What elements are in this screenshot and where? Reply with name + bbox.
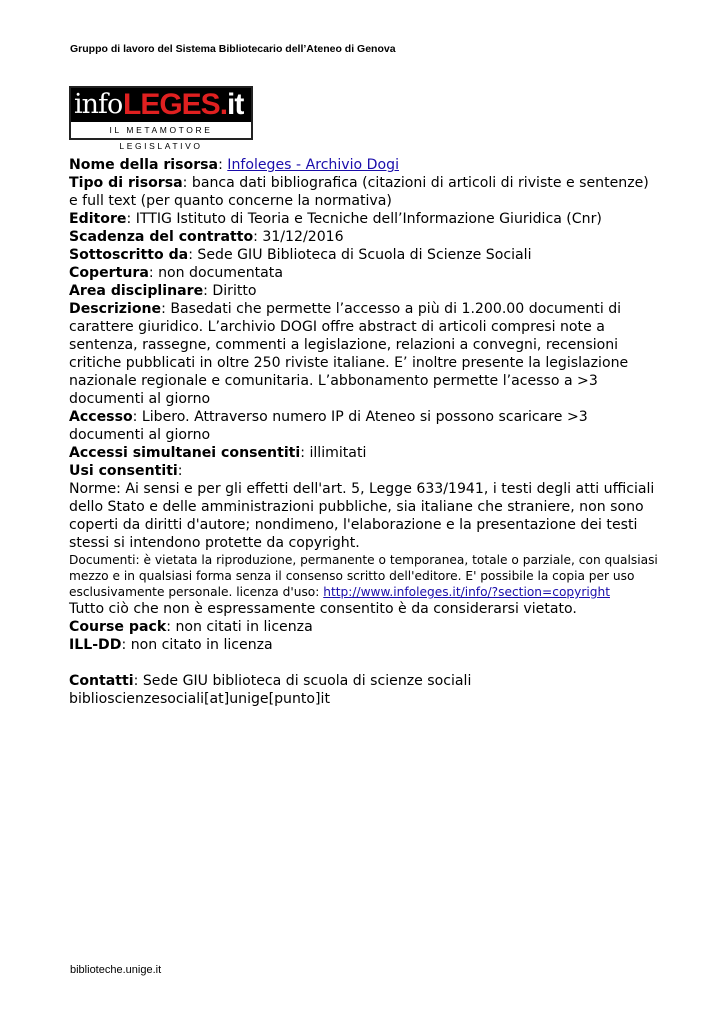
field-label: Accessi simultanei consentiti — [69, 445, 301, 461]
field-value: non citati in licenza — [175, 619, 313, 635]
field-value: Diritto — [212, 283, 257, 299]
logo-dot: . — [219, 88, 228, 121]
field-label: Descrizione — [69, 301, 162, 317]
field-scadenza: Scadenza del contratto: 31/12/2016 — [69, 229, 344, 245]
field-editore: Editore: ITTIG Istituto di Teoria e Tecniche dell’Informazione Giuridica (Cnr) — [69, 211, 602, 227]
norme-text: Norme: Ai sensi e per gli effetti dell'art. 5, Legge 633/1941, i testi degli atti ufficiali dello Stato e delle amministrazioni pubbliche, sia italiane che straniere, non sono coperti da diritti d'autore; nondimeno, l'elaborazione e la presentazione dei testi stessi si intendono protette da copyright. — [69, 481, 655, 551]
resource-details — [69, 156, 659, 708]
field-accessi: Accessi simultanei consentiti: illimitati — [69, 445, 367, 461]
field-label: Nome della risorsa — [69, 157, 219, 173]
field-label: ILL-DD — [69, 637, 122, 653]
field-copertura: Copertura: non documentata — [69, 265, 283, 281]
field-contatti: Contatti: Sede GIU biblioteca di scuola di scienze sociali — [69, 673, 472, 689]
contact-email: biblioscienzesociali[at]unige[punto]it — [69, 691, 330, 707]
field-value: non documentata — [158, 265, 283, 281]
field-label: Usi consentiti — [69, 463, 178, 479]
field-value: banca dati bibliografica (citazioni di articoli di riviste e sentenze) e full text (per quanto concerne la normativa) — [69, 175, 649, 209]
field-label: Contatti — [69, 673, 134, 689]
documenti-text — [69, 552, 659, 600]
field-label: Accesso — [69, 409, 133, 425]
logo-leges-text — [123, 88, 243, 122]
field-label: Editore — [69, 211, 127, 227]
resource-link[interactable]: Infoleges - Archivio Dogi — [227, 157, 399, 173]
field-area: Area disciplinare: Diritto — [69, 283, 257, 299]
field-value: Libero. Attraverso numero IP di Ateneo si possono scaricare >3 documenti al giorno — [69, 409, 588, 443]
field-label: Tipo di risorsa — [69, 175, 183, 191]
field-value: illimitati — [309, 445, 367, 461]
field-value: Sede GIU Biblioteca di Scuola di Scienze Sociali — [197, 247, 532, 263]
logo-info-text: info — [74, 89, 123, 120]
field-value: Basedati che permette l’accesso a più di 1.200.00 documenti di carattere giuridico. L’archivio DOGI offre abstract di articoli compresi note a sentenza, rassegne, commenti a legislazione, relazioni a convegni, recensioni critiche pubblicati in oltre 250 riviste italiane. E’ inoltre presente la legislazione nazionale regionale e comunitaria. L’abbonamento permette l’acesso a >3 documenti al giorno — [69, 301, 629, 407]
field-label: Scadenza del contratto — [69, 229, 254, 245]
page-footer: biblioteche.unige.it — [70, 964, 162, 976]
documenti-body: Documenti: è vietata la riproduzione, permanente o temporanea, totale o parziale, con qualsiasi mezzo e in qualsiasi forma senza il consenso scritto dell'editore. E' possibile la copia per uso esclusivamente personale. licenza d'uso: — [69, 553, 658, 599]
logo-banner — [71, 88, 251, 122]
page-header: Gruppo di lavoro del Sistema Bibliotecario dell’Ateneo di Genova — [70, 43, 396, 55]
field-label: Course pack — [69, 619, 167, 635]
licenza-link[interactable]: http://www.infoleges.it/info/?section=copyright — [323, 585, 610, 599]
field-nome: Nome della risorsa: Infoleges - Archivio Dogi — [69, 157, 399, 173]
field-usi: Usi consentiti: — [69, 463, 183, 479]
field-course: Course pack: non citati in licenza — [69, 619, 313, 635]
spacer — [69, 654, 659, 672]
field-value: ITTIG Istituto di Teoria e Tecniche dell’Informazione Giuridica (Cnr) — [135, 211, 602, 227]
logo-it: it — [227, 88, 244, 121]
field-value: 31/12/2016 — [262, 229, 344, 245]
infoleges-logo — [69, 86, 253, 151]
field-label: Area disciplinare — [69, 283, 204, 299]
logo-subtitle: IL METAMOTORE LEGISLATIVO — [109, 125, 213, 151]
field-ill: ILL-DD: non citato in licenza — [69, 637, 273, 653]
field-descrizione: Descrizione: Basedati che permette l’accesso a più di 1.200.00 documenti di carattere giuridico. L’archivio DOGI offre abstract di articoli compresi note a sentenza, rassegne, commenti a legislazione, relazioni a convegni, recensioni critiche pubblicati in oltre 250 riviste italiane. E’ inoltre presente la legislazione nazionale regionale e comunitaria. L’abbonamento permette l’acesso a >3 documenti al giorno — [69, 301, 629, 407]
tutto-text: Tutto ciò che non è espressamente consentito è da considerarsi vietato. — [69, 601, 577, 617]
field-accesso: Accesso: Libero. Attraverso numero IP di Ateneo si possono scaricare >3 documenti al giorno — [69, 409, 588, 443]
field-label: Sottoscritto da — [69, 247, 189, 263]
field-tipo: Tipo di risorsa: banca dati bibliografica (citazioni di articoli di riviste e sentenze) e full text (per quanto concerne la normativa) — [69, 175, 649, 209]
logo-leges-word: LEGES — [123, 88, 220, 121]
field-value: Sede GIU biblioteca di scuola di scienze sociali — [142, 673, 472, 689]
field-label: Copertura — [69, 265, 149, 281]
field-value: non citato in licenza — [130, 637, 273, 653]
field-sottoscritto: Sottoscritto da: Sede GIU Biblioteca di Scuola di Scienze Sociali — [69, 247, 532, 263]
